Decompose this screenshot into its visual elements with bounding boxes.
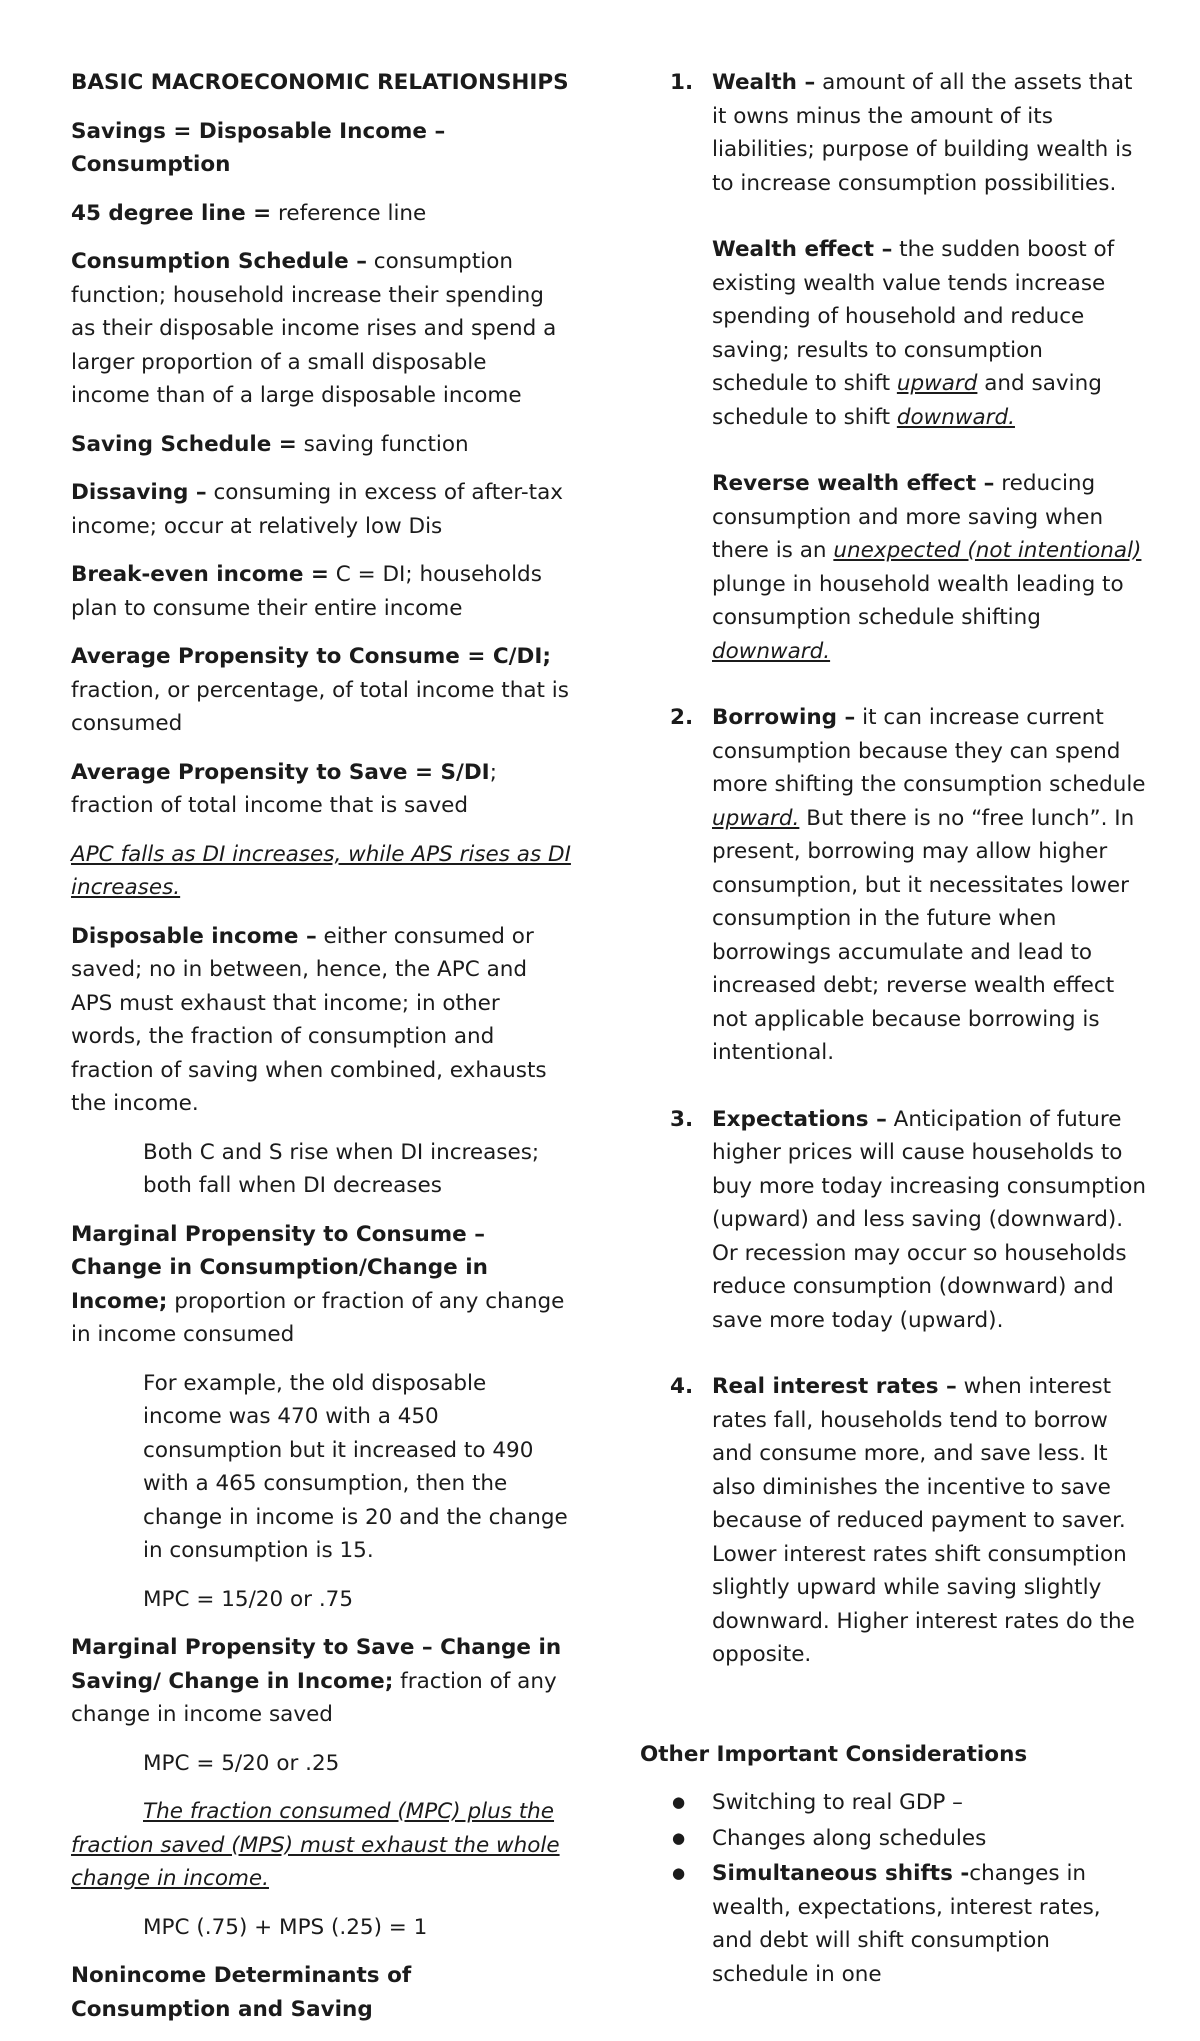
- both-rise-note: Both C and S rise when DI increases; both fall when DI decreases: [143, 1139, 540, 1198]
- list-item-expectations: 3. Expectations – Anticipation of future higher prices will cause households to buy more today increasing consumption (upward) and less saving (downward). Or recession may occur so households reduce consumption (downward) and save more today (upward).: [670, 1106, 1146, 1333]
- def-disposable-income: Disposable income – either consumed or saved; no in between, hence, the APC and APS must exhaust that income; in other words, the fraction of consumption and fraction of saving when combined, exhausts the income.: [71, 923, 547, 1116]
- def-apc: Average Propensity to Consume = C/DI; fraction, or percentage, of total income that is consumed: [71, 644, 569, 736]
- sum-equation: MPC (.75) + MPS (.25) = 1: [143, 1914, 428, 1940]
- mpc-calculation: MPC = 15/20 or .75: [143, 1586, 354, 1612]
- mpc-example: For example, the old disposable income was 470 with a 450 consumption but it increased to 490 with a 465 consumption, then the change in income is 20 and the change in consumption is 15.: [143, 1370, 568, 1563]
- def-45-degree-line: 45 degree line = reference line: [71, 200, 427, 226]
- list-item-wealth: 1. Wealth – amount of all the assets that it owns minus the amount of its liabilities; purpose of building wealth is to increase consumption possibilities.: [670, 70, 1133, 196]
- considerations-list: [676, 1786, 1146, 1991]
- mps-calculation: MPC = 5/20 or .25: [143, 1750, 340, 1776]
- def-wealth-effect: Wealth effect – the sudden boost of existing wealth value tends increase spending of household and reduce saving; results to consumption schedule to shift upward and saving schedule to shift downward.: [712, 237, 1115, 430]
- list-item: ● Switching to real GDP –: [676, 1786, 1146, 1820]
- def-saving-schedule: Saving Schedule = saving function: [71, 431, 469, 457]
- list-item: ● Simultaneous shifts -changes in wealth, expectations, interest rates, and debt will shift consumption schedule in one: [676, 1857, 1146, 1991]
- exhaust-note: The fraction consumed (MPC) plus the fraction saved (MPS) must exhaust the whole change in income.: [71, 1799, 560, 1891]
- def-reverse-wealth-effect: Reverse wealth effect – reducing consumption and more saving when there is an unexpected (not intentional) plunge in household wealth leading to consumption schedule shifting downward.: [712, 471, 1142, 664]
- list-item-borrowing: 2. Borrowing – it can increase current consumption because they can spend more shifting the consumption schedule upward. But there is no “free lunch”. In present, borrowing may allow higher consumption, but it necessitates lower consumption in the future when borrowings accumulate and lead to increased debt; reverse wealth effect not applicable because borrowing is intentional.: [670, 705, 1146, 1065]
- def-mps: Marginal Propensity to Save – Change in Saving/ Change in Income; fraction of any change in income saved: [71, 1635, 562, 1727]
- right-column: [640, 66, 1146, 1993]
- def-consumption-schedule: Consumption Schedule – consumption function; household increase their spending as their disposable income rises and spend a larger proportion of a small disposable income than of a large disposable income: [71, 249, 557, 408]
- savings-equation: Savings = Disposable Income – Consumption: [71, 118, 446, 177]
- left-column: [71, 66, 571, 2041]
- def-break-even-income: Break-even income = C = DI; households plan to consume their entire income: [71, 562, 542, 621]
- def-aps: Average Propensity to Save = S/DI; fraction of total income that is saved: [71, 759, 497, 818]
- def-mpc: Marginal Propensity to Consume – Change in Consumption/Change in Income; proportion or fraction of any change in income consumed: [71, 1221, 565, 1347]
- list-item: ● Changes along schedules: [676, 1822, 1146, 1856]
- other-considerations-heading: Other Important Considerations: [640, 1741, 1028, 1767]
- def-dissaving: Dissaving – consuming in excess of after-tax income; occur at relatively low Dis: [71, 480, 563, 539]
- document-heading: BASIC MACROECONOMIC RELATIONSHIPS: [71, 70, 569, 95]
- apc-aps-note: APC falls as DI increases, while APS rises as DI increases.: [71, 841, 571, 900]
- list-item-real-interest-rates: 4. Real interest rates – when interest rates fall, households tend to borrow and consume more, and save less. It also diminishes the incentive to save because of reduced payment to saver. Lower interest rates shift consumption slightly upward while saving slightly downward. Higher interest rates do the opposite.: [670, 1374, 1135, 1667]
- nonincome-heading: Nonincome Determinants of Consumption and Saving: [71, 1963, 412, 2022]
